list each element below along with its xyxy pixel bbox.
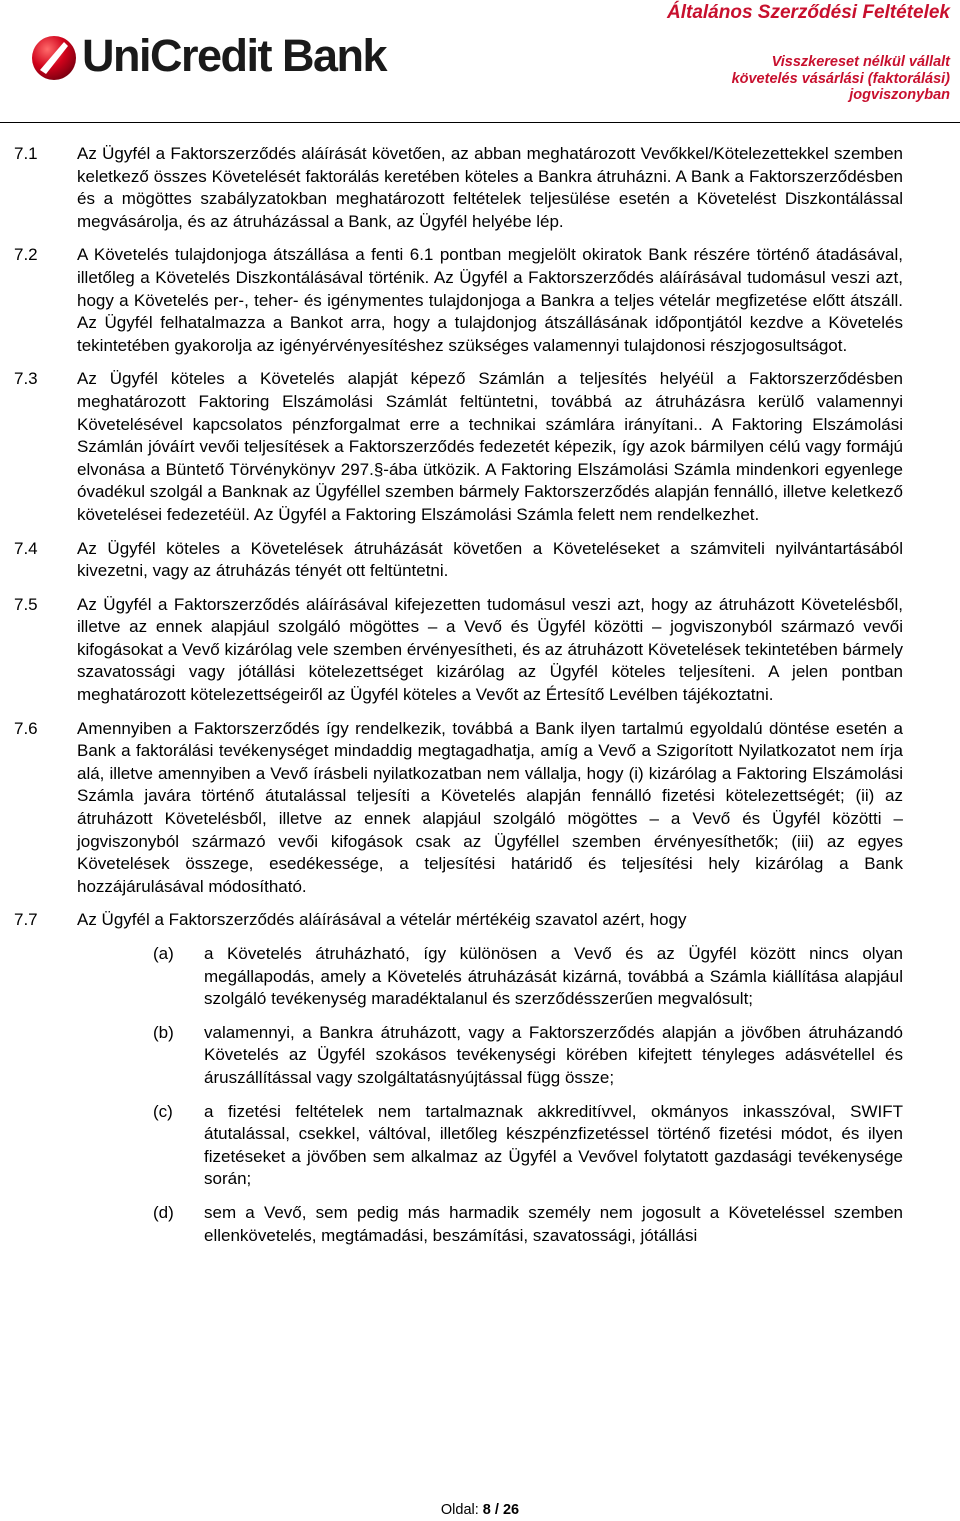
page-separator: / [490,1502,503,1518]
page-header [0,0,960,124]
page-footer [0,1502,960,1518]
item-text: valamennyi, a Bankra átruházott, vagy a Faktorszerződés alapján a jövőben átruházandó Követelés az Ügyfél szokásos tevékenységi körében kifejtett tényleges adásvétellel és áruszállítással vagy szolgáltatásnyújtással függ össze; [204,1022,903,1087]
clause-text: Az Ügyfél köteles a Követelés alapját képező Számlán a teljesítés helyéül a Faktorszerződésben meghatározott Faktoring Elszámolási Számlát feltüntetni, továbbá az átruházásra kerülő valamennyi Követelésével kapcsolatos pénzforgalmat erre a technikai számlára irányítani.. A Faktoring Elszámolási Számlán jóváírt vevői teljesítések a Faktorszerződés fedezetét képezik, így azok bármilyen célú vagy formájú elvonása a Büntető Törvénykönyv 297.§-ába ütközik. A Faktoring Elszámolási Számla mindenkori egyenlege óvadékul szolgál a Banknak az Ügyféllel szemben bármely Faktorszerződés alapján fennálló, illetve keletkező követelései fedezetéül. Az Ügyfél a Faktoring Elszámolási Számla felett nem rendelkezhet. [77,369,903,524]
clause-text: Az Ügyfél köteles a Követelések átruházását követően a Követeléseket a számviteli nyilvántartásából kivezetni, vagy az átruházás tényét ott feltüntetni. [77,538,903,581]
clause-number: 7.4 [14,538,38,558]
item-text: a fizetési feltételek nem tartalmaznak akkreditívvel, okmányos inkasszóval, SWIFT átutalással, csekkel, váltóval, illetőleg készpénzfizetéssel történő fizetési módot, és ilyen fizetéseket a jövőben sem alkalmaz az Ügyfél a Vevővel folytatott gazdasági tevékenysége során; [204,1101,903,1189]
subtitle-line: jogviszonyban [849,87,950,103]
header-divider [0,122,960,123]
item-label: (d) [153,1202,174,1222]
document-subtitle [650,54,950,104]
item-label: (b) [153,1022,174,1042]
clause-text: Az Ügyfél a Faktorszerződés aláírását követően, az abban meghatározott Vevőkkel/Kötelezettekkel szemben keletkező összes Követelését faktorálás keretében köteles a Bankra átruházni. A Bank a Faktorszerződésben és a mögöttes szabályzatokban meghatározott feltételek teljesülése esetén a Követelést Diszkontálással megvásárolja, és az átruházással a Bank, az Ügyfél helyébe lép. [77,144,903,231]
subtitle-line: követelés vásárlási (faktorálási) [731,70,950,87]
page-label: Oldal: [440,1502,483,1518]
current-page: 8 [482,1502,491,1518]
logo-wordmark: UniCredit Bank [82,30,387,81]
clause-7-3 [0,368,960,526]
clause-7-7-item-b [0,1022,960,1090]
clause-7-4 [0,538,960,583]
clause-number: 7.1 [14,144,38,163]
clause-7-7-item-d [0,1202,960,1247]
subtitle-line: Visszkereset nélkül vállalt [771,54,950,70]
clause-number: 7.2 [14,245,38,265]
clause-7-7-item-a [0,943,960,1011]
clause-7-2 [0,244,960,357]
clause-7-7-item-c [0,1101,960,1191]
clause-text: A Követelés tulajdonjoga átszállása a fenti 6.1 pontban megjelölt okiratok Bank részére történő átadásával, illetőleg a Követelés Diszkontálásával történik. Az Ügyfél a Faktorszerződés aláírásával tudomásul veszi azt, hogy a Követelés per-, teher- és igénymentes tulajdonjoga a Bankra a teljes vételár megfizetése előtt átszáll. Az Ügyfél felhatalmazza a Bankot arra, hogy a tulajdonjog átszállásának időpontjától kezdve a Követelés tekintetében gyakorolja az igényérvényesítéshez szükséges valamennyi tulajdonosi részjogosultságot. [77,245,903,355]
clause-number: 7.7 [14,910,38,930]
clause-number: 7.6 [14,718,38,738]
clause-number: 7.5 [14,594,38,614]
item-label: (c) [153,1101,173,1121]
clause-text: Az Ügyfél a Faktorszerződés aláírásával a vételár mértékéig szavatol azért, hogy [77,910,687,930]
clause-7-7 [0,909,960,932]
clause-text: Amennyiben a Faktorszerződés így rendelkezik, továbbá a Bank ilyen tartalmú egyoldalú döntése esetén a Bank a faktorálási tevékenységet mindaddig megtagadhatja, amíg a Vevő a Szigorított Nyilatkozatot nem írja alá, illetve amennyiben a Vevő írásbeli nyilatkozatban nem vállalja, hogy (i) kizárólag a Faktoring Elszámolási Számla javára történő átutalással teljesíti a Követelés alapján fennálló fizetési kötelezettségét; (ii) az átruházott Követelésből, illetve az ennek alapjául szolgáló mögöttes – a Vevő és Ügyfél közötti – jogviszonyból származó vevői kifogások csak az Ügyféllel szemben érvényesíthetők; (iii) az egyes Követelések összege, esedékessége, a teljesítési határidő és teljesítési hely kizárólag a Bank hozzájárulásával módosítható. [77,718,903,896]
clause-number: 7.3 [14,369,38,389]
clause-7-5 [0,594,960,707]
document-title: Általános Szerződési Feltételek [667,2,950,23]
clause-7-1 [0,143,960,233]
clause-7-6 [0,718,960,899]
item-text: a Követelés átruházható, így különösen a Vevő és az Ügyfél között nincs olyan megállapodás, amely a Követelés átruházását kizárná, továbbá a Számla kiállítása alapjául szolgáló tevékenység maradéktalanul és szerződésszerűen megvalósult; [204,944,903,1009]
total-pages: 26 [502,1502,520,1518]
clause-text: Az Ügyfél a Faktorszerződés aláírásával kifejezetten tudomásul veszi azt, hogy az átruházott Követelésből, illetve az ennek alapjául szolgáló mögöttes – a Vevő és Ügyfél közötti – jogviszonyból származó vevői kifogásokat a Vevő kizárólag vele szemben érvényesítheti, és az átruházott Követelések tekintetében bármely szavatossági vagy jótállási kötelezettséget kizárólag az Ügyfél köteles teljesíteni. A jelen pontban meghatározott kötelezettségeiről az Ügyfél köteles a Vevőt az Értesítő Levélben tájékoztatni. [77,594,903,705]
document-body [0,143,960,1258]
item-text: sem a Vevő, sem pedig más harmadik személy nem jogosult a Követeléssel szemben ellenkövetelés, megtámadási, beszámítási, szavatossági, jótállási [204,1202,903,1245]
unicredit-logo-mark-icon [30,28,78,84]
unicredit-logo [30,28,410,84]
item-label: (a) [153,944,174,963]
